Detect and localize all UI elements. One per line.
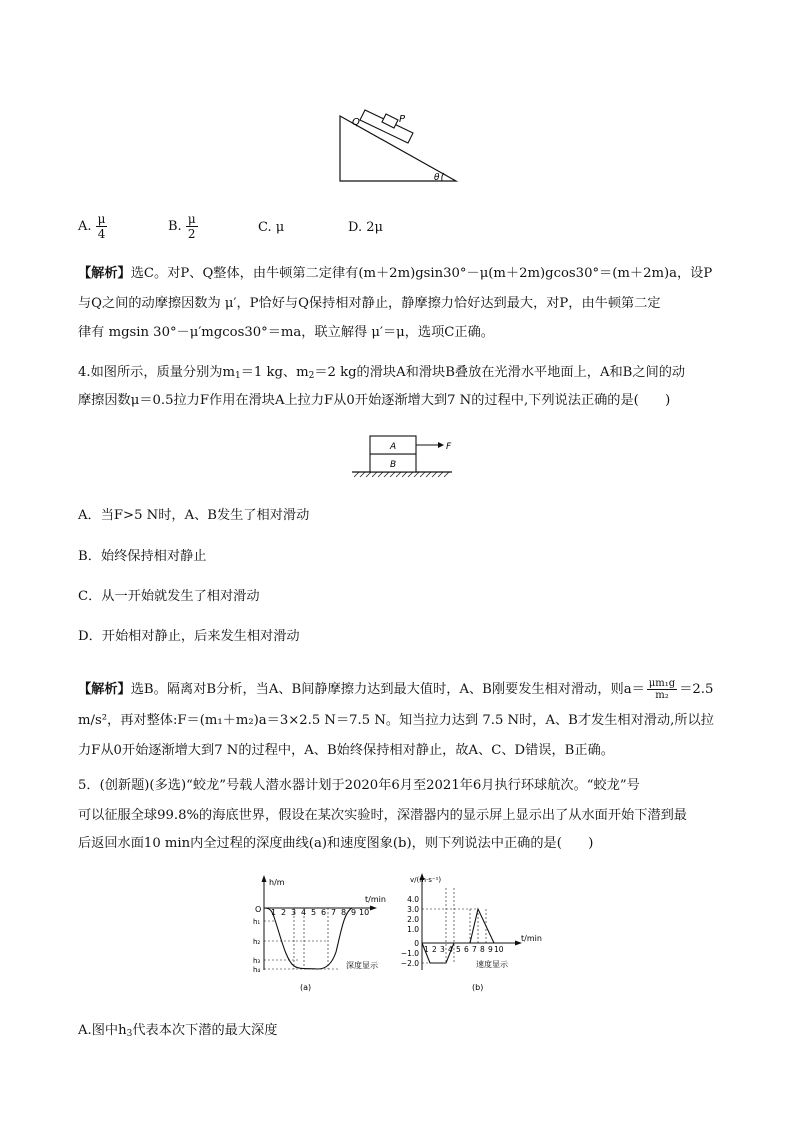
velocity-chart — [396, 868, 551, 998]
q5-stem-line1: 5．(创新题)(多选)“蛟龙”号载人潜水器计划于2020年6月至2021年6月执行环球航次。“蛟龙”号 — [78, 778, 640, 793]
label-p: P — [399, 114, 406, 125]
depth-guides — [264, 908, 340, 969]
velocity-ytick-1: 1.0 — [407, 925, 419, 934]
depth-tick-3: 3 — [291, 908, 297, 917]
q5-option-a-sub: 3 — [126, 1029, 133, 1039]
depth-tick-8: 8 — [341, 908, 347, 917]
q3-analysis-line2: 与Q之间的动摩擦因数为 μ′，P恰好与Q保持相对静止，静摩擦力恰好达到最大，对P，由牛顿第二定 — [78, 296, 661, 311]
velocity-xtick-8: 8 — [480, 945, 485, 954]
option-d-value: 2μ — [366, 220, 383, 235]
label-block-a: A — [390, 442, 397, 452]
q4-option-b: B．始终保持相对静止 — [78, 549, 207, 564]
q3-option-c — [258, 220, 284, 235]
option-a-label: A. — [78, 219, 92, 234]
q3-analysis-text1: 选C。对P、Q整体，由牛顿第二定律有(m＋2m)gsin30°－μ(m＋2m)gcos30°＝(m＋2m)a，设P — [130, 266, 713, 281]
label-block-b: B — [390, 460, 397, 470]
option-b-den: 2 — [187, 227, 196, 241]
q4-option-a: A．当F>5 N时，A、B发生了相对滑动 — [78, 508, 310, 523]
depth-y-arrow — [262, 875, 267, 882]
q3-option-b — [168, 212, 198, 241]
option-c-label: C. — [258, 220, 272, 235]
label-theta: θ — [434, 173, 440, 183]
q5-stem-line3: 后返回水面10 min内全过程的深度曲线(a)和速度图象(b)，则下列说法中正确的是( ) — [78, 836, 594, 851]
velocity-xtick-2: 2 — [432, 945, 437, 954]
q3-analysis-line1 — [78, 264, 712, 284]
depth-origin: O — [255, 905, 262, 914]
q4-stem-line1: 4.如图所示，质量分别为$m_1=1$ kg、$m_2=2$ kg的滑块A和滑块B叠放在光滑水平地面上，A和B之间的动 — [78, 365, 686, 381]
q3-option-d — [348, 220, 383, 235]
option-d-label: D. — [348, 220, 363, 235]
depth-chart — [248, 872, 393, 997]
incline-figure — [330, 108, 465, 188]
depth-h2: h₂ — [253, 938, 261, 946]
velocity-xtick-3: 3 — [440, 945, 445, 954]
q4-option-c: C．从一开始就发生了相对滑动 — [78, 589, 260, 604]
option-b-fraction — [186, 212, 198, 241]
velocity-caption: 速度显示 — [476, 960, 508, 969]
label-force: F — [446, 442, 452, 452]
velocity-xtick-10: 10 — [494, 945, 504, 954]
depth-tick-4: 4 — [301, 908, 307, 917]
q5-option-a-prefix: A.图中h — [78, 1023, 127, 1038]
q4-analysis-fraction — [647, 678, 677, 701]
option-b-label: B. — [168, 219, 182, 234]
depth-sublabel: (a) — [300, 983, 312, 992]
depth-tick-7: 7 — [331, 908, 337, 917]
q5-option-a — [78, 1021, 277, 1044]
depth-tick-2: 2 — [281, 908, 287, 917]
analysis-tag-2: 【解析】 — [78, 682, 131, 697]
velocity-ytick-3: 3.0 — [407, 905, 419, 914]
label-q: Q — [352, 117, 360, 128]
option-a-den: 4 — [97, 227, 106, 241]
option-a-num: μ — [97, 212, 106, 226]
velocity-ytick-neg1: −1.0 — [400, 949, 419, 958]
depth-h-marks — [253, 918, 260, 974]
velocity-x-label: t/min — [521, 934, 542, 943]
depth-x-ticks — [271, 908, 369, 917]
option-b-num: μ — [187, 212, 196, 226]
q4-stem-line2: 摩擦因数μ＝0.5拉力F作用在滑块A上拉力F从0开始逐渐增大到7 N的过程中,下列说法正确的是( ) — [78, 393, 671, 408]
velocity-ytick-2: 2.0 — [407, 915, 419, 924]
q3-analysis-line3: 律有 mgsin 30°－μ′mgcos30°＝ma，联立解得 μ′＝μ，选项C正确。 — [78, 325, 494, 340]
q5-stem-line2: 可以征服全球99.8%的海底世界，假设在某次实验时，深潜器内的显示屏上显示出了从水面开始下潜到最 — [78, 808, 687, 823]
velocity-ytick-4: 4.0 — [407, 895, 419, 904]
q4-stem-part2: ＝1 kg、m — [240, 365, 309, 380]
velocity-xtick-4: 4 — [448, 945, 453, 954]
velocity-line — [422, 909, 494, 963]
q4-stem-part1: 4.如图所示，质量分别为m — [78, 365, 235, 380]
velocity-ytick-neg2: −2.0 — [400, 959, 419, 968]
depth-h4: h₄ — [253, 966, 261, 974]
q4-option-d: D．开始相对静止，后来发生相对滑动 — [78, 629, 300, 644]
q4-analysis-line1 — [78, 678, 713, 701]
velocity-xtick-5: 5 — [456, 945, 461, 954]
q4-analysis-line3: 力F从0开始逐渐增大到7 N的过程中，A、B始终保持相对静止，故A、C、D错误，B正确。 — [78, 743, 614, 758]
depth-tick-6: 6 — [321, 908, 327, 917]
force-arrowhead — [438, 442, 444, 448]
depth-tick-10: 10 — [359, 908, 370, 917]
velocity-y-label: v/(m·s⁻¹) — [410, 876, 442, 884]
depth-caption: 深度显示 — [346, 961, 378, 970]
velocity-y-ticks — [401, 895, 419, 968]
q4-frac-num: μm₁g — [648, 678, 676, 689]
depth-h3: h₃ — [253, 957, 261, 965]
q5-option-a-suffix: 代表本次下潜的最大深度 — [132, 1023, 278, 1038]
velocity-xtick-7: 7 — [472, 945, 477, 954]
depth-tick-5: 5 — [311, 908, 317, 917]
velocity-ytick-0: 0 — [414, 939, 419, 948]
velocity-xtick-1: 1 — [424, 945, 429, 954]
ground-hatch — [354, 472, 449, 477]
velocity-sublabel: (b) — [472, 983, 484, 992]
depth-tick-1: 1 — [271, 908, 277, 917]
q4-analysis-text1b: ＝2.5 — [679, 682, 714, 697]
depth-y-label: h/m — [269, 878, 285, 887]
depth-h1: h₁ — [253, 918, 261, 926]
depth-tick-9: 9 — [351, 908, 357, 917]
stacked-blocks-figure — [350, 430, 455, 480]
depth-x-arrow — [370, 906, 377, 911]
q4-stem-part3: ＝2 kg的滑块A和滑块B叠放在光滑水平地面上，A和B之间的动 — [314, 365, 686, 380]
q4-frac-den: m₂ — [655, 690, 669, 701]
velocity-xtick-9: 9 — [488, 945, 493, 954]
analysis-tag: 【解析】 — [78, 266, 131, 281]
option-a-fraction — [96, 212, 108, 241]
q4-analysis-text1: 选B。隔离对B分析，当A、B间静摩擦力达到最大值时，A、B刚要发生相对滑动，则a＝ — [130, 682, 645, 697]
depth-x-label: t/min — [365, 895, 386, 904]
velocity-xtick-6: 6 — [464, 945, 469, 954]
velocity-x-ticks — [424, 945, 504, 954]
option-c-value: μ — [275, 220, 285, 235]
q4-analysis-line2: m/s²，再对整体:F＝(m₁＋m₂)a＝3×2.5 N＝7.5 N。知当拉力达到 7.5 N时，A、B才发生相对滑动,所以拉 — [78, 713, 714, 728]
q3-option-a — [78, 212, 107, 241]
